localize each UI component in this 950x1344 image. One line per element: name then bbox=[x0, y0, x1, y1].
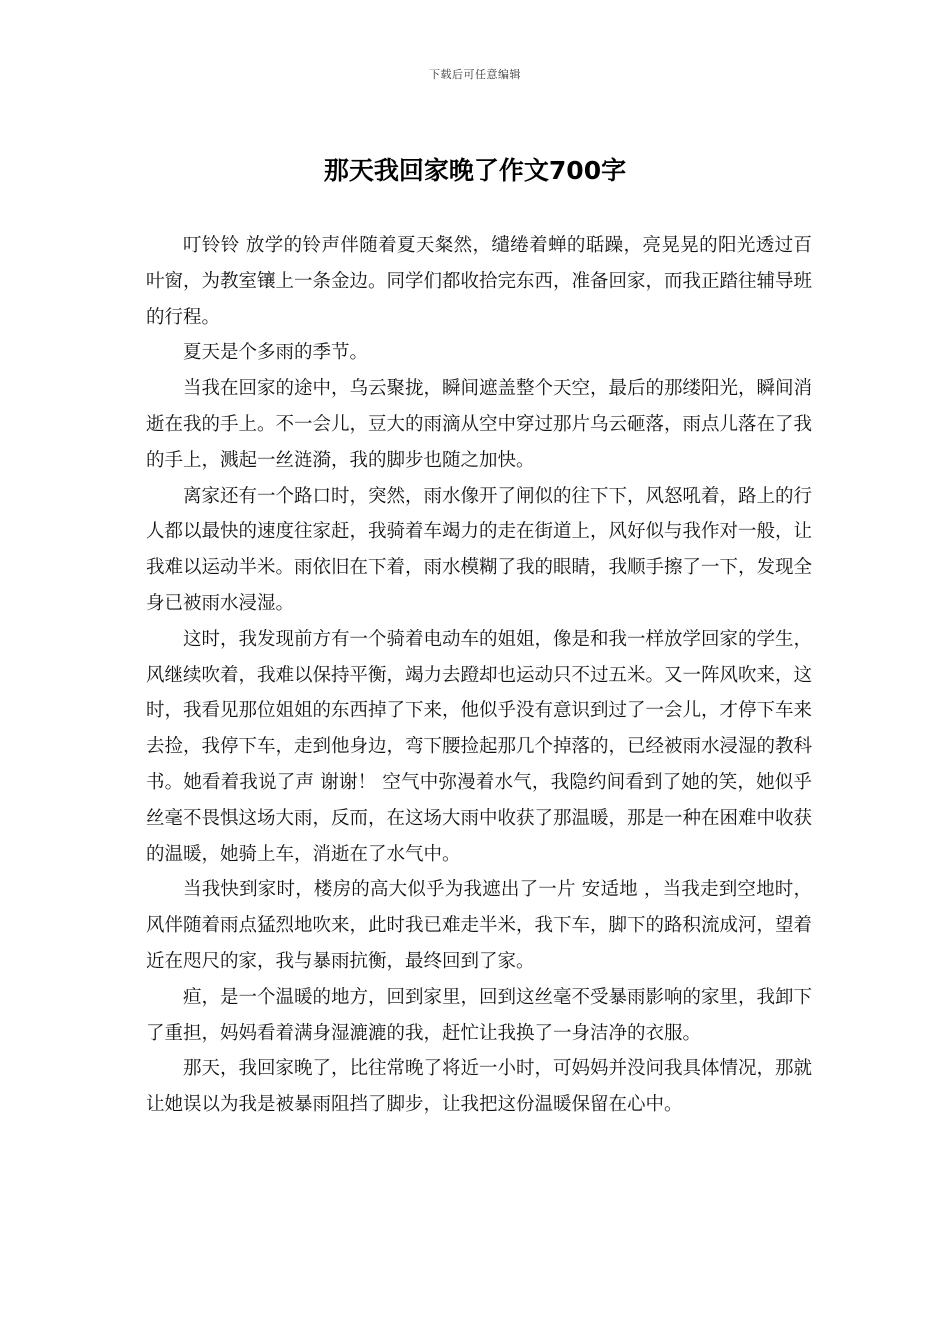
paragraph: 当我在回家的途中，乌云聚拢，瞬间遮盖整个天空，最后的那缕阳光，瞬间消逝在我的手上。不一会儿，豆大的雨滴从空中穿过那片乌云砸落，雨点儿落在了我的手上，溅起一丝涟漪，我的脚步也随之加快。 bbox=[146, 378, 813, 471]
paragraph: 夏天是个多雨的季节。 bbox=[183, 342, 369, 364]
document-title: 那天我回家晚了作文700字 bbox=[323, 156, 627, 185]
paragraph: 疸，是一个温暖的地方，回到家里，回到这丝毫不受暴雨影响的家里，我卸下了重担，妈妈看着满身湿漉漉的我，赶忙让我换了一身洁净的衣服。 bbox=[146, 986, 813, 1044]
header-note: 下载后可任意编辑 bbox=[429, 68, 521, 81]
paragraph: 那天，我回家晚了，比往常晚了将近一小时，可妈妈并没问我具体情况，那就让她误以为我是被暴雨阻挡了脚步，让我把这份温暖保留在心中。 bbox=[146, 1058, 813, 1116]
paragraph: 当我快到家时，楼房的高大似乎为我遮出了一片 安适地 ，当我走到空地时，风伴随着雨点猛烈地吹来，此时我已难走半米，我下车，脚下的路积流成河，望着近在咫尺的家，我与暴雨抗衡，最终回到了家。 bbox=[146, 879, 813, 972]
paragraph: 离家还有一个路口时，突然，雨水像开了闸似的往下下，风怒吼着，路上的行人都以最快的速度往家赶，我骑着车竭力的走在街道上，风好似与我作对一般，让我难以运动半米。雨依旧在下着，雨水模糊了我的眼睛，我顺手擦了一下，发现全身已被雨水浸湿。 bbox=[146, 485, 813, 614]
document-body bbox=[146, 228, 812, 1123]
paragraph: 这时，我发现前方有一个骑着电动车的姐姐，像是和我一样放学回家的学生，风继续吹着，我难以保持平衡，竭力去蹬却也运动只不过五米。又一阵风吹来，这时，我看见那位姐姐的东西掉了下来，他似乎没有意识到过了一会儿，才停下车来去捡，我停下车，走到他身边，弯下腰捡起那几个掉落的，已经被雨水浸湿的教科书。她看着我说了声 谢谢！ 空气中弥漫着水气，我隐约间看到了她的笑，她似乎丝毫不畏惧这场大雨，反而，在这场大雨中收获了那温暖，那是一种在困难中收获的温暖，她骑上车，消逝在了水气中。 bbox=[146, 628, 813, 865]
paragraph: 叮铃铃 放学的铃声伴随着夏天粲然，缱绻着蝉的聒躁，亮晃晃的阳光透过百叶窗，为教室镶上一条金边。同学们都收拾完东西，准备回家，而我正踏往辅导班的行程。 bbox=[146, 235, 813, 328]
